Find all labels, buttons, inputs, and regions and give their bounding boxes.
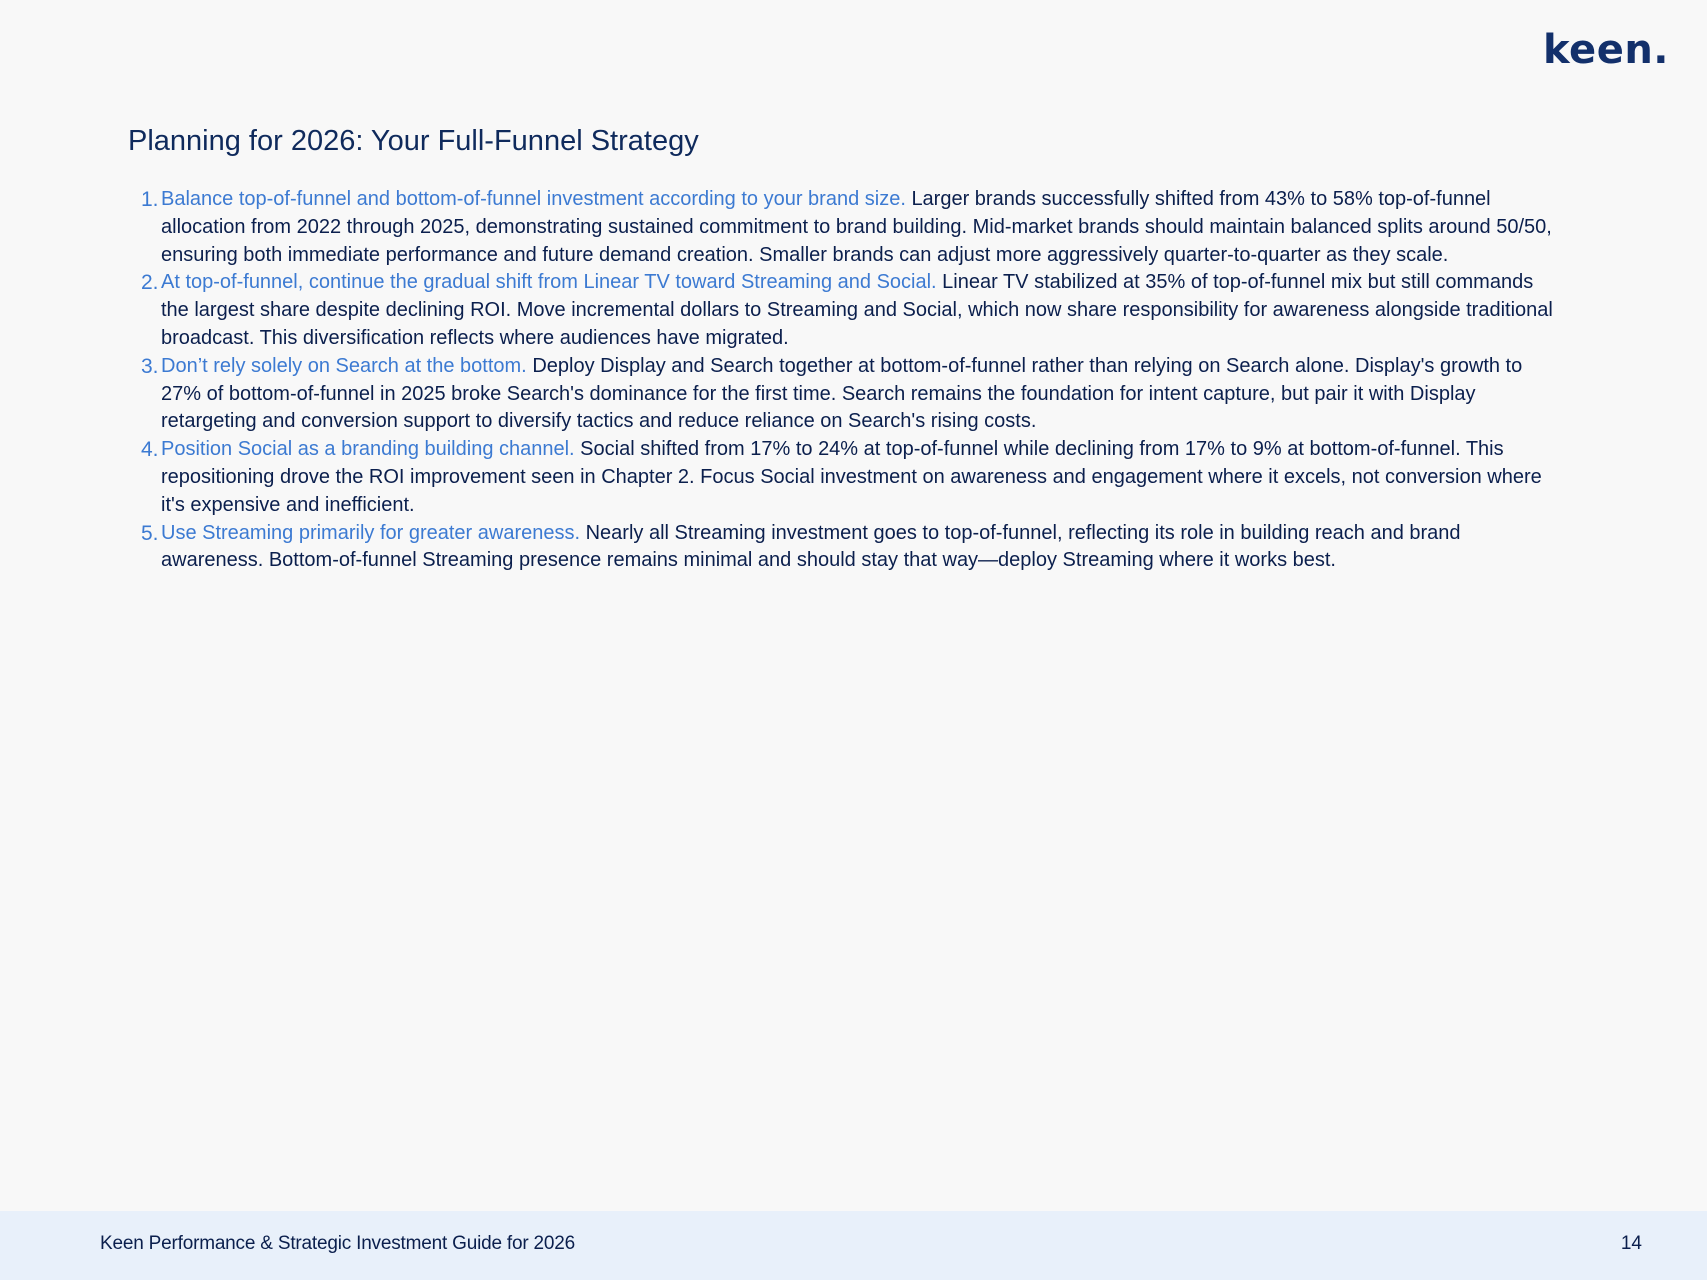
item-lead: Don’t rely solely on Search at the bottom. (161, 354, 533, 377)
item-body: Nearly all Streaming investment goes to top-of-funnel, reflecting its role in building reach and brand awareness. Bottom-of-funnel Streaming presence remains minimal and should stay that way—deploy Streaming where it works best. (161, 521, 1461, 572)
item-lead: At top-of-funnel, continue the gradual shift from Linear TV toward Streaming and Social. (161, 271, 943, 294)
item-number: 5. (141, 521, 159, 545)
item-body: Larger brands successfully shifted from 43% to 58% top-of-funnel allocation from 2022 through 2025, demonstrating sustained commitment to brand building. Mid-market brands should maintain balanced splits around 50/50, ensuring both immediate performance and future demand creation. Smaller brands can adjust more aggressively quarter-to-quarter as they scale. (161, 188, 1552, 266)
item-lead: Position Social as a branding building channel. (161, 438, 581, 461)
strategy-item-2 (141, 269, 1561, 352)
strategy-list (141, 186, 1561, 575)
keen-logo: keen. (1543, 27, 1669, 73)
item-body: Deploy Display and Search together at bottom-of-funnel rather than relying on Search alone. Display's growth to 27% of bottom-of-funnel in 2025 broke Search's dominance for the first time. Search remains the foundation for intent capture, but pair it with Display retargeting and conversion support to diversify tactics and reduce reliance on Search's rising costs. (161, 354, 1523, 433)
footer-title: Keen Performance & Strategic Investment Guide for 2026 (100, 1233, 576, 1254)
strategy-item-5 (141, 520, 1561, 576)
item-body: Social shifted from 17% to 24% at top-of-funnel while declining from 17% to 9% at bottom-of-funnel. This repositioning drove the ROI improvement seen in Chapter 2. Focus Social investment on awareness and engagement where it excels, not conversion where it's expensive and inefficient. (161, 438, 1542, 516)
item-number: 3. (141, 354, 159, 378)
strategy-item-1 (141, 186, 1561, 269)
item-number: 4. (141, 438, 159, 462)
page-number: 14 (1620, 1233, 1642, 1254)
page-title: Planning for 2026: Your Full-Funnel Strategy (128, 125, 699, 157)
item-lead: Use Streaming primarily for greater awareness. (161, 521, 586, 544)
strategy-item-3 (141, 353, 1561, 436)
item-number: 2. (141, 271, 159, 295)
item-number: 1. (141, 188, 159, 211)
page-footer (0, 1211, 1707, 1280)
item-body: Linear TV stabilized at 35% of top-of-funnel mix but still commands the largest share despite declining ROI. Move incremental dollars to Streaming and Social, which now share responsibility for awareness alongside traditional broadcast. This diversification reflects where audiences have migrated. (161, 271, 1553, 349)
strategy-item-4 (141, 436, 1561, 519)
item-lead: Balance top-of-funnel and bottom-of-funnel investment according to your brand size. (161, 188, 912, 210)
